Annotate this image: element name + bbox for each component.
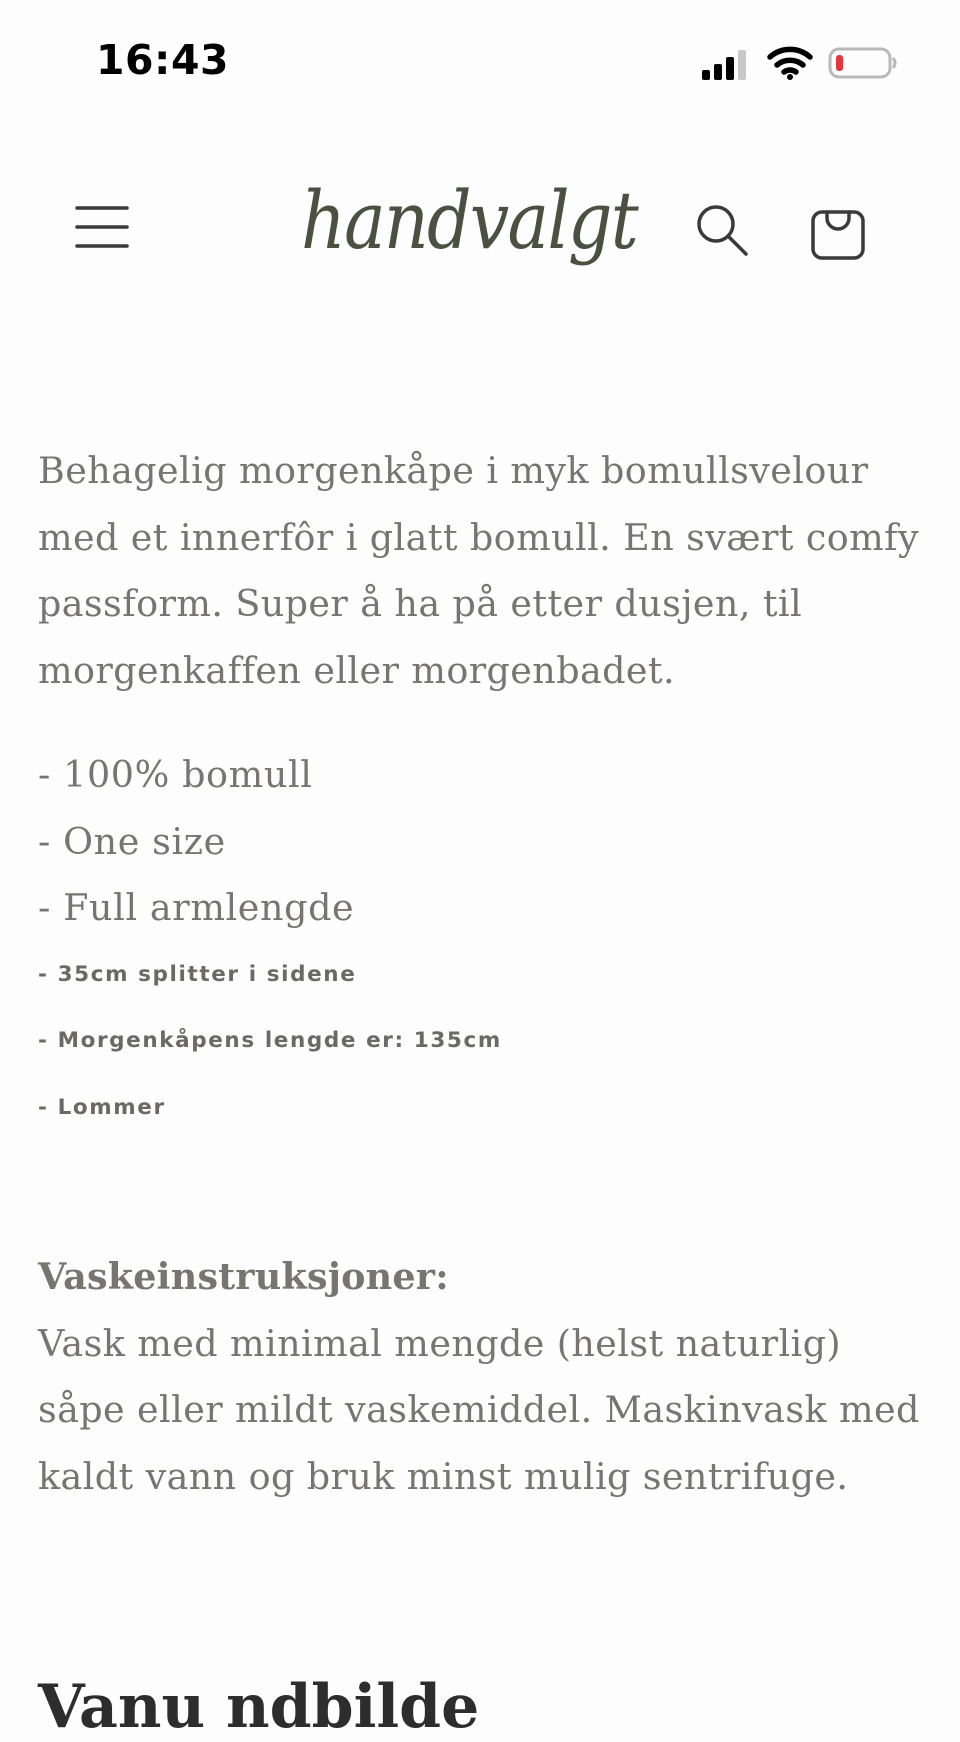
battery-low-icon [828,46,898,80]
description-line: med et innerfôr i glatt bomull. En svært comfy [38,515,920,559]
site-header [0,140,960,320]
feature-item: - 100% bomull [38,753,313,796]
wifi-icon [768,46,812,80]
feature-item: - Lommer [38,1094,166,1120]
feature-item: - Morgenkåpens lengde er: 135cm [38,1028,502,1053]
product-description [38,438,928,1510]
cart-bag-icon[interactable] [810,200,866,260]
description-text [38,438,928,704]
search-icon[interactable] [694,202,750,258]
status-time: 16:43 [96,36,230,84]
wash-line: Vask med minimal mengde (helst naturlig) [38,1321,842,1365]
feature-item: - 35cm splitter i sidene [38,961,357,987]
next-section-heading: Vanu ndbilde [38,1672,480,1742]
description-line: Behagelig morgenkåpe i myk bomullsvelour [38,449,869,492]
logo[interactable] [295,156,645,306]
description-line: morgenkaffen eller morgenbadet. [38,648,675,692]
description-line: passform. Super å ha på etter dusjen, til [38,582,803,625]
status-bar [0,0,960,125]
menu-icon[interactable] [74,202,130,252]
wash-instructions-title: Vaskeinstruksjoner: [38,1255,449,1298]
wash-line: såpe eller mildt vaskemiddel. Maskinvask med [38,1388,920,1431]
logo-text: handvalgt [301,174,640,267]
feature-list [38,742,928,1141]
wash-line: kaldt vann og bruk minst mulig sentrifuge. [38,1454,849,1498]
feature-item: - One size [38,819,226,863]
feature-item: - Full armlengde [38,886,355,929]
signal-icon [702,48,750,80]
wash-instructions-text [38,1311,928,1511]
